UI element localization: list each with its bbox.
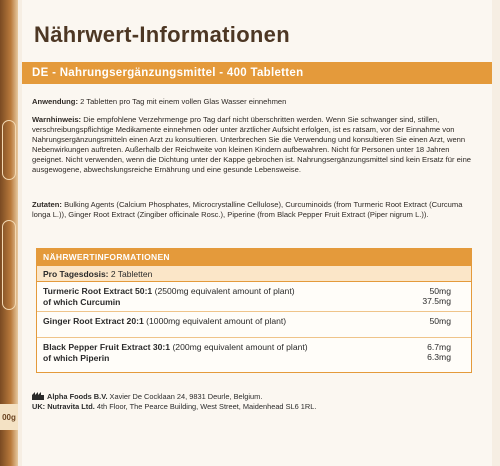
- page-title: Nährwert-Informationen: [34, 22, 290, 47]
- nutrition-table-header: NÄHRWERTINFORMATIONEN: [37, 249, 471, 266]
- table-row: [37, 282, 471, 312]
- supplement-label: [22, 0, 492, 466]
- ingredients-body: Bulking Agents (Calcium Phosphates, Microcrystalline Cellulose), Curcuminoids (from Turmeric Root Extract (Curcuma longa L.)), Ginger Root Extract (Zingiber officinale Rosc.), Piperine (from Black Pepper Fruit Extract (Piper nigrum L.)).: [32, 200, 463, 219]
- ingredient-sub: [43, 297, 465, 308]
- nutrition-table: [36, 248, 472, 373]
- ingredient-values: [427, 342, 451, 362]
- ingredient-name: [43, 342, 465, 353]
- usage-body: 2 Tabletten pro Tag mit einem vollen Glas Wasser einnehmen: [77, 97, 287, 106]
- usage-label: Anwendung:: [32, 97, 78, 106]
- eu-address: [32, 392, 482, 402]
- uk-company-address: 4th Floor, The Pearce Building, West Street, Maidenhead SL6 1RL.: [94, 402, 317, 411]
- amount-sub-value: 6.3mg: [427, 352, 451, 362]
- ingredient-name-detail: (1000mg equivalent amount of plant): [143, 316, 287, 326]
- ingredient-name-bold: Ginger Root Extract 20:1: [43, 316, 144, 326]
- table-row: [37, 338, 471, 370]
- manufacturer-footer: [32, 392, 482, 412]
- uk-company-name: UK: Nutravita Ltd.: [32, 402, 95, 411]
- table-row: [37, 312, 471, 338]
- amount-value: 50mg: [429, 316, 451, 326]
- amount-value: 6.7mg: [427, 342, 451, 352]
- ingredient-name-bold: Black Pepper Fruit Extract 30:1: [43, 342, 171, 352]
- ingredient-sub-bold: of which Piperin: [43, 353, 110, 363]
- ingredient-name-detail: (2500mg equivalent amount of plant): [152, 286, 295, 296]
- ingredient-name: [43, 316, 465, 327]
- amount-value: 50mg: [429, 286, 451, 296]
- warning-text: [32, 115, 472, 175]
- dose-value: 2 Tabletten: [108, 269, 153, 279]
- uk-address: [32, 402, 482, 412]
- ingredient-name-bold: Turmeric Root Extract 50:1: [43, 286, 153, 296]
- product-band: DE - Nahrungsergänzungsmittel - 400 Tabletten: [22, 62, 492, 84]
- ingredient-sub: [43, 353, 465, 364]
- usage-text: [32, 97, 472, 107]
- bottle-edge: [0, 0, 18, 466]
- side-weight-tag: 00g: [0, 404, 18, 430]
- amount-sub-value: 37.5mg: [422, 296, 451, 306]
- ingredients-text: [32, 200, 472, 220]
- ingredient-values: [430, 316, 452, 326]
- ingredient-name-detail: (200mg equivalent amount of plant): [170, 342, 308, 352]
- decorative-swirl: [2, 220, 16, 310]
- factory-icon: [32, 392, 44, 400]
- warning-body: Die empfohlene Verzehrmenge pro Tag darf nicht überschritten werden. Wenn Sie schwanger sind, stillen, verschreibungspflichtige Medikamente einnehmen oder unter ärztlicher Aufsicht erfolgen, ist es ratsam, vor der Einnahme von Nahrungsergänzungsmitteln einen Arzt zu konsultieren. Unterbrechen Sie die Verwendung und konsultieren Sie einen Arzt, wenn Nebenwirkungen auftreten. Außerhalb der Reichweite von kleinen Kindern aufbewahren. Nicht für Personen unter 18 Jahren geeignet. Nicht verwenden, wenn die Dichtung unter der Kappe gebrochen ist. Nahrungsergänzungsmittel sind kein Ersatz für eine ausgewogene, abwechslungsreiche Ernährung und eine gesunde Lebensweise.: [32, 115, 472, 174]
- ingredient-sub-bold: of which Curcumin: [43, 297, 121, 307]
- ingredient-name: [43, 286, 465, 297]
- eu-company-address: Xavier De Cocklaan 24, 9831 Deurle, Belgium.: [107, 392, 263, 401]
- decorative-swirl: [2, 120, 16, 180]
- ingredient-values: [422, 286, 451, 306]
- eu-company-name: Alpha Foods B.V.: [47, 392, 108, 401]
- warning-label: Warnhinweis:: [32, 115, 82, 124]
- ingredients-label: Zutaten:: [32, 200, 62, 209]
- dose-row: [37, 266, 471, 282]
- dose-label: Pro Tagesdosis:: [43, 269, 109, 279]
